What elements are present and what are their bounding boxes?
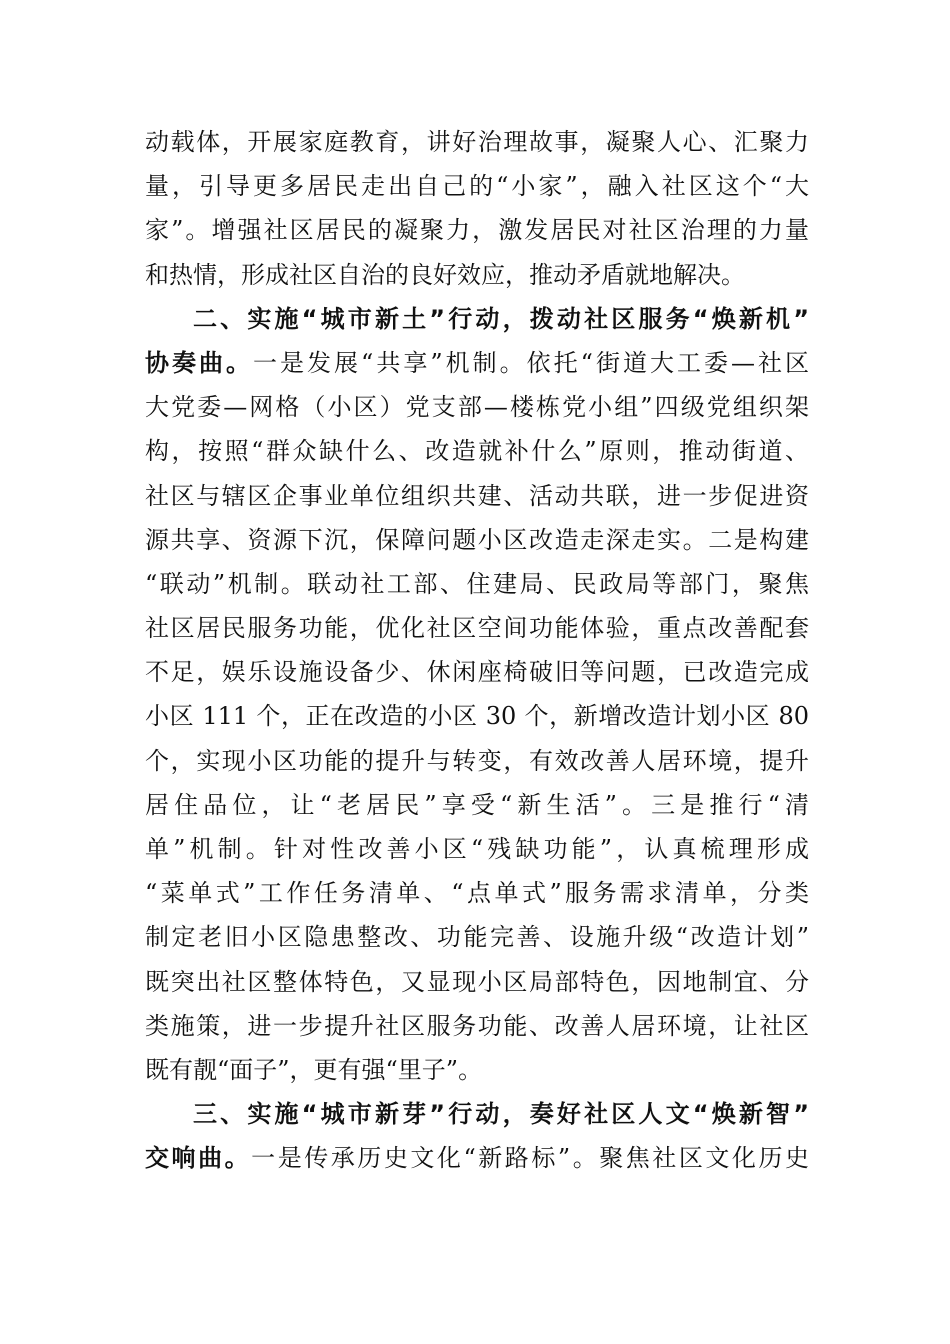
line-text: “联动”机制。联动社工部、住建局、民政局等部门，聚焦: [145, 569, 809, 598]
line-text: 既有靓“面子”，更有强“里子”。: [145, 1055, 483, 1084]
line-text: 小区 111 个，正在改造的小区 30 个，新增改造计划小区 80: [145, 702, 809, 731]
line-text: 和热情，形成社区自治的良好效应，推动矛盾就地解决。: [145, 260, 745, 289]
line-text: 源共享、资源下沉，保障问题小区改造走深走实。二是构建: [145, 525, 809, 554]
body-line: [145, 827, 809, 871]
line-text: 大党委—网格（小区）党支部—楼栋党小组”四级党组织架: [145, 393, 809, 422]
body-line: [145, 429, 809, 473]
line-text: 一是发展“共享”机制。依托“街道大工委—社区: [253, 348, 809, 377]
body-line: [145, 253, 809, 297]
body-line: [145, 783, 809, 827]
body-line: [145, 606, 809, 650]
body-line: [145, 562, 809, 606]
line-text: 一是传承历史文化“新路标”。聚焦社区文化历史: [251, 1144, 809, 1173]
line-text: 社区与辖区企事业单位组织共建、活动共联，进一步促进资: [145, 481, 809, 510]
body-line: [145, 871, 809, 915]
section-heading-line: [145, 1092, 809, 1136]
line-text: 个，实现小区功能的提升与转变，有效改善人居环境，提升: [145, 746, 809, 775]
line-text: 单”机制。针对性改善小区“残缺功能”，认真梳理形成: [145, 835, 809, 863]
document-body: [145, 120, 809, 1181]
line-text: 既突出社区整体特色，又显现小区局部特色，因地制宜、分: [145, 967, 809, 996]
line-text: 不足，娱乐设施设备少、休闲座椅破旧等问题，已改造完成: [145, 658, 809, 687]
body-line: [145, 650, 809, 694]
body-line: [145, 385, 809, 429]
section-heading-2: 二、实施“城市新土”行动，拨动社区服务“焕新机”: [193, 304, 809, 333]
body-line: [145, 120, 809, 164]
line-text: 居住品位，让“老居民”享受“新生活”。三是推行“清: [145, 790, 809, 819]
body-line: [145, 518, 809, 562]
body-line: [145, 474, 809, 518]
section-heading-2-tail: 协奏曲。: [145, 348, 254, 377]
body-line: [145, 164, 809, 208]
line-text: 类施策，进一步提升社区服务功能、改善人居环境，让社区: [145, 1011, 809, 1040]
body-line: [145, 341, 809, 385]
body-line: [145, 960, 809, 1004]
body-line: [145, 739, 809, 783]
line-text: 动载体，开展家庭教育，讲好治理故事，凝聚人心、汇聚力: [145, 128, 809, 156]
body-line: [145, 1136, 809, 1180]
body-line: [145, 208, 809, 252]
body-line: [145, 915, 809, 959]
line-text: 构，按照“群众缺什么、改造就补什么”原则，推动街道、: [145, 437, 809, 466]
section-heading-3-tail: 交响曲。: [145, 1144, 252, 1173]
line-text: “菜单式”工作任务清单、“点单式”服务需求清单，分类: [145, 879, 809, 908]
line-text: 社区居民服务功能，优化社区空间功能体验，重点改善配套: [145, 614, 809, 643]
body-line: [145, 694, 809, 738]
line-text: 量，引导更多居民走出自己的“小家”，融入社区这个“大: [145, 172, 809, 201]
line-text: 家”。增强社区居民的凝聚力，激发居民对社区治理的力量: [145, 216, 809, 245]
section-heading-3: 三、实施“城市新芽”行动，奏好社区人文“焕新智”: [193, 1100, 809, 1129]
body-line: [145, 1048, 809, 1092]
body-line: [145, 1004, 809, 1048]
line-text: 制定老旧小区隐患整改、功能完善、设施升级“改造计划”: [145, 923, 809, 952]
section-heading-line: [145, 297, 809, 341]
